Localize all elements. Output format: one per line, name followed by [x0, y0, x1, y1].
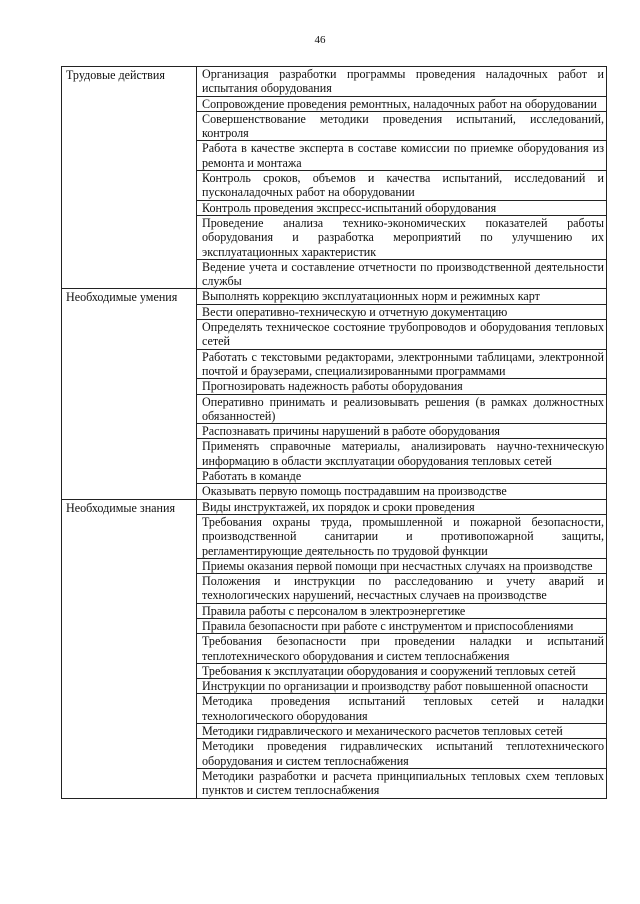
requirement-text: Виды инструктажей, их порядок и сроки проведения	[202, 499, 475, 514]
requirement-text: Работа в качестве эксперта в составе комиссии по приемке оборудования из ремонта и монтажа	[202, 141, 604, 170]
requirement-text: Методика проведения испытаний тепловых сетей и наладки технологического оборудования	[202, 694, 604, 723]
requirement-text: Определять техническое состояние трубопроводов и оборудования тепловых сетей	[202, 320, 604, 349]
section-category-cell	[62, 289, 197, 499]
requirement-text: Требования к эксплуатации оборудования и сооружений тепловых сетей	[202, 663, 576, 678]
section-category-label: Необходимые умения	[66, 290, 178, 305]
requirement-cell	[197, 200, 607, 215]
requirement-cell	[197, 259, 607, 289]
table-row	[62, 67, 607, 97]
requirement-cell	[197, 679, 607, 694]
requirement-cell	[197, 171, 607, 201]
requirement-text: Распознавать причины нарушений в работе оборудования	[202, 424, 500, 439]
requirement-text: Контроль сроков, объемов и качества испытаний, исследований и пусконаладочных работ на оборудовании	[202, 171, 604, 200]
requirement-text: Организация разработки программы проведения наладочных работ и испытания оборудования	[202, 67, 604, 96]
requirement-cell	[197, 439, 607, 469]
requirement-text: Требования охраны труда, промышленной и пожарной безопасности, производственной санитарии и противопожарной защиты, регламентирующие деятельность по трудовой функции	[202, 514, 604, 558]
requirement-cell	[197, 484, 607, 499]
requirement-text: Требования безопасности при проведении наладки и испытаний теплотехнического оборудования и систем теплоснабжения	[202, 634, 604, 663]
requirement-cell	[197, 768, 607, 798]
requirement-cell	[197, 574, 607, 604]
requirement-text: Инструкции по организации и производству работ повышенной опасности	[202, 679, 589, 694]
requirement-cell	[197, 514, 607, 558]
competency-table-body	[62, 67, 607, 799]
requirement-cell	[197, 394, 607, 424]
requirement-cell	[197, 111, 607, 141]
requirement-cell	[197, 67, 607, 97]
requirement-text: Совершенствование методики проведения испытаний, исследований, контроля	[202, 111, 604, 141]
requirement-cell	[197, 469, 607, 484]
requirement-text: Сопровождение проведения ремонтных, наладочных работ на оборудовании	[202, 96, 597, 111]
requirement-text: Контроль проведения экспресс-испытаний оборудования	[202, 200, 497, 215]
requirement-cell	[197, 634, 607, 664]
requirement-cell	[197, 739, 607, 769]
requirement-text: Выполнять коррекцию эксплуатационных норм и режимных карт	[202, 289, 540, 304]
section-category-label: Необходимые знания	[66, 500, 176, 515]
requirement-cell	[197, 289, 607, 304]
requirement-text: Прогнозировать надежность работы оборудования	[202, 379, 463, 394]
requirement-text: Методики разработки и расчета принципиальных тепловых схем тепловых пунктов и систем теплоснабжения	[202, 768, 604, 798]
requirement-text: Положения и инструкции по расследованию и учету аварий и технологических нарушений, несчастных случаев на производстве	[202, 574, 604, 603]
requirement-cell	[197, 663, 607, 678]
requirement-text: Правила безопасности при работе с инструментом и приспособлениями	[202, 618, 574, 633]
requirement-text: Вести оперативно-техническую и отчетную документацию	[202, 304, 508, 319]
competency-table	[61, 66, 607, 799]
requirement-cell	[197, 215, 607, 259]
requirement-cell	[197, 558, 607, 573]
requirement-cell	[197, 304, 607, 319]
section-category-label: Трудовые действия	[66, 68, 165, 82]
section-category-cell	[62, 67, 197, 289]
requirement-cell	[197, 424, 607, 439]
requirement-text: Работать с текстовыми редакторами, электронными таблицами, электронной почтой и браузерами, специализированными программами	[202, 349, 604, 378]
requirement-text: Оказывать первую помощь пострадавшим на производстве	[202, 484, 507, 499]
requirement-cell	[197, 603, 607, 618]
page-number: 46	[314, 34, 326, 46]
table-row	[62, 289, 607, 304]
requirement-text: Ведение учета и составление отчетности по производственной деятельности службы	[202, 259, 604, 289]
requirement-text: Оперативно принимать и реализовывать решения (в рамках должностных обязанностей)	[202, 394, 604, 423]
section-category-cell	[62, 499, 197, 798]
requirement-text: Применять справочные материалы, анализировать научно-техническую информацию в области эксплуатации оборудования тепловых сетей	[202, 439, 604, 468]
requirement-cell	[197, 724, 607, 739]
requirement-cell	[197, 320, 607, 350]
requirement-cell	[197, 694, 607, 724]
requirement-cell	[197, 96, 607, 111]
requirement-cell	[197, 618, 607, 633]
requirement-text: Приемы оказания первой помощи при несчастных случаях на производстве	[202, 558, 593, 573]
requirement-text: Проведение анализа технико-экономических показателей работы оборудования и разработка мероприятий по улучшению их эксплуатационных характеристик	[202, 215, 604, 259]
requirement-cell	[197, 379, 607, 394]
requirement-text: Методики проведения гидравлических испытаний теплотехнического оборудования и систем теплоснабжения	[202, 739, 604, 768]
requirement-text: Правила работы с персоналом в электроэнергетике	[202, 603, 466, 618]
requirement-cell	[197, 349, 607, 379]
table-row	[62, 499, 607, 514]
requirement-text: Работать в команде	[202, 469, 302, 484]
requirement-text: Методики гидравлического и механического расчетов тепловых сетей	[202, 724, 563, 739]
requirement-cell	[197, 141, 607, 171]
requirement-cell	[197, 499, 607, 514]
